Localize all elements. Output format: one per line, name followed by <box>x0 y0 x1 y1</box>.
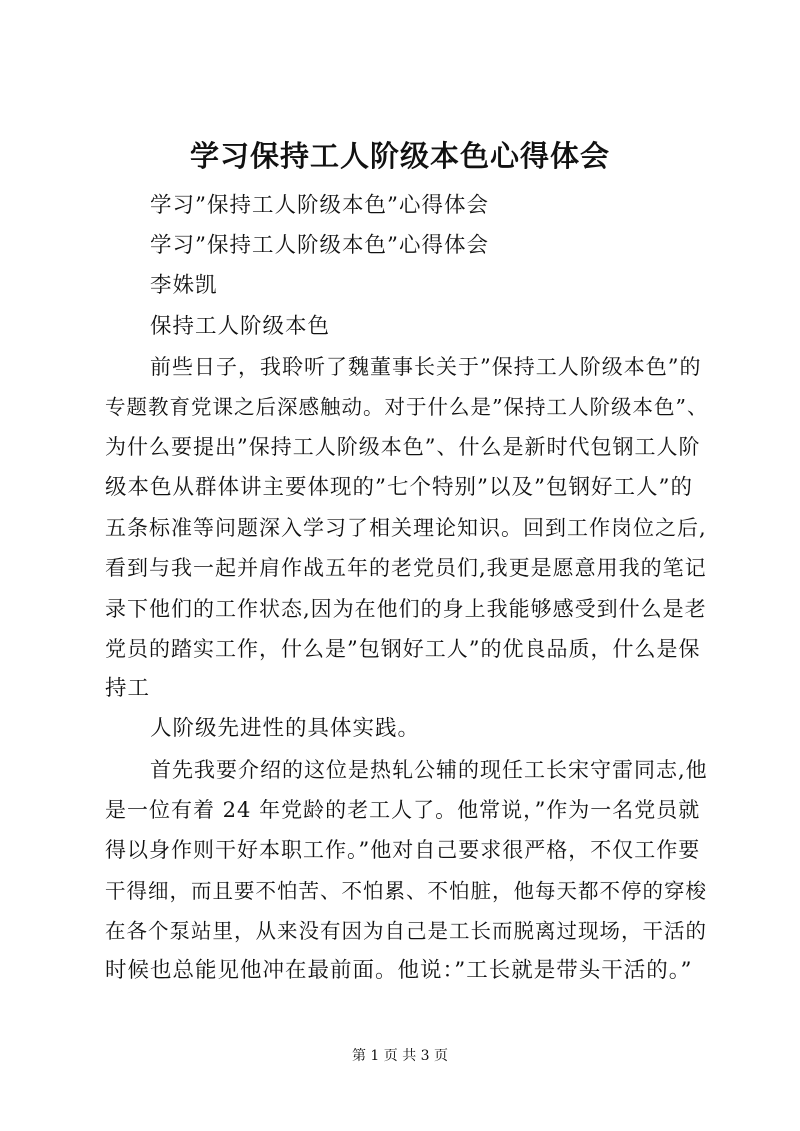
paragraph-line: 为什么要提出”保持工人阶级本色”、什么是新时代包钢工人阶 <box>105 435 701 459</box>
paragraph-line: 看到与我一起并肩作战五年的老党员们,我更是愿意用我的笔记 <box>105 556 707 580</box>
section-heading: 保持工人阶级本色 <box>150 314 331 339</box>
paragraph-line: 录下他们的工作状态,因为在他们的身上我能够感受到什么是老 <box>105 597 707 621</box>
paragraph-line: 前些日子，我聆听了魏董事长关于”保持工人阶级本色”的 <box>150 355 702 379</box>
subtitle-line: 学习”保持工人阶级本色”心得体会 <box>150 193 489 218</box>
paragraph-line: 在各个泵站里，从来没有因为自己是工长而脱离过现场，干活的 <box>105 919 707 943</box>
paragraph-line: 专题教育党课之后深感触动。对于什么是”保持工人阶级本色”、 <box>105 395 709 419</box>
subtitle-line: 学习”保持工人阶级本色”心得体会 <box>150 233 489 258</box>
paragraph-line: 五条标准等问题深入学习了相关理论知识。回到工作岗位之后, <box>105 516 707 540</box>
paragraph-line: 首先我要介绍的这位是热轧公辅的现任工长宋守雷同志,他 <box>150 758 708 782</box>
paragraph-line: 级本色从群体讲主要体现的”七个特别”以及”包钢好工人”的 <box>105 475 693 500</box>
page-number-footer: 第 1 页 共 3 页 <box>351 1048 449 1064</box>
document-title: 学习保持工人阶级本色心得体会 <box>189 139 610 173</box>
paragraph-line: 得以身作则干好本职工作。”他对自己要求很严格，不仅工作要 <box>105 838 701 862</box>
paragraph-line: 持工 <box>105 676 151 701</box>
paragraph-line: 干得细，而且要不怕苦、不怕累、不怕脏，他每天都不停的穿梭 <box>105 879 707 903</box>
paragraph-line: 人阶级先进性的具体实践。 <box>150 716 421 741</box>
paragraph-line: 时候也总能见他冲在最前面。他说：”工长就是带头干活的。” <box>105 958 693 983</box>
paragraph-line: 是一位有着 24 年党龄的老工人了。他常说，”作为一名党员就 <box>105 798 701 822</box>
paragraph-line: 党员的踏实工作，什么是”包钢好工人”的优良品质，什么是保 <box>105 637 701 661</box>
author-name: 李姝凯 <box>150 273 218 298</box>
